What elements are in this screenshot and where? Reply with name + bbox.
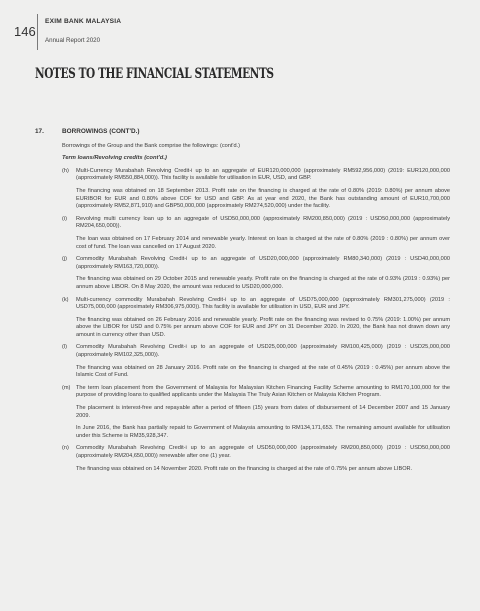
paragraph: Multi-Currency Murabahah Revolving Credit-i up to an aggregate of EUR120,000,000 (approximately RM592,956,000) (2019: EUR120,000,000 (approximately RM550,884,000)). This facility is available for utilisation in EUR, USD, and GBP.: [76, 167, 450, 182]
list-item-body: [76, 216, 450, 251]
bank-name: EXIM BANK MALAYSIA: [45, 18, 122, 25]
paragraph: The financing was obtained on 14 November 2020. Profit rate on the financing is charged at the rate of 0.75% per annum above LIBOR.: [76, 465, 413, 472]
paragraph: The financing was obtained on 29 October 2015 and renewable yearly. Profit rate on the financing is charged at the rate of 0.93% (2019 : 0.93%) per annum above LIBOR. On 8 May 2020, the amount was reduced to USD20,000,000.: [76, 276, 450, 290]
list-item: [62, 445, 450, 473]
paragraph: The financing was obtained on 18 September 2013. Profit rate on the financing is charged at the rate of 0.80% (2019: 0.80%) per annum above EURIBOR for EUR and 0.80% above COF for USD and GBP. As at year end 2020, the Bank has outstanding amount of EUR10,700,000 (approximately RM52,871,910) and GBP50,000,000 (approximately RM274,520,000) under the facility.: [76, 187, 450, 210]
list-item-body: [76, 168, 450, 211]
list-item-label: (n): [62, 445, 69, 452]
list-item: [62, 216, 450, 251]
page-number: 146: [14, 24, 36, 39]
paragraph: Commodity Murabahah Revolving Credit-i up to an aggregate of USD25,000,000 (approximately RM100,425,000) (2019 : USD25,000,000 (approximately RM102,325,000)).: [76, 344, 450, 359]
list-item-label: (h): [62, 167, 69, 174]
list-item-label: (l): [62, 344, 67, 351]
list-item-body: [76, 445, 450, 473]
list-item-label: (j): [62, 256, 67, 263]
header-divider: [37, 14, 38, 50]
list-item-label: (i): [62, 215, 67, 222]
list-item-body: [76, 385, 450, 441]
paragraph: The financing was obtained on 28 January 2016. Profit rate on the financing is charged at the rate of 0.45% (2019 : 0.45%) per annum above the Islamic Cost of Fund.: [76, 364, 450, 379]
paragraph: The placement is interest-free and repayable after a period of fifteen (15) years from dates of disbursement of 14 December 2007 and 15 January 2009.: [76, 405, 450, 419]
list-item: [62, 256, 450, 291]
note-number: 17.: [35, 128, 44, 135]
report-year: Annual Report 2020: [45, 37, 101, 44]
paragraph: Commodity Murabahah Revolving Credit-i up to an aggregate of USD50,000,000 (approximately RM200,850,000) (2019 : USD50,000,000 (approximately RM204,650,000)) renewable after one (1) year.: [76, 445, 450, 459]
list-item-body: [76, 256, 450, 291]
paragraph: In June 2016, the Bank has partially repaid to Government of Malaysia amounting to RM134,171,653. The remaining amount available for utilisation under this Scheme is RM35,928,347.: [76, 425, 450, 439]
paragraph: The term loan placement from the Government of Malaysia for Malaysian Kitchen Financing Facility Scheme amounting to RM170,100,000 for the purpose of providing loans to qualified applicants under the Malaysia The Truly Asian Kitchen or Malaysia Kitchen Program.: [76, 384, 450, 399]
section-title: NOTES TO THE FINANCIAL STATEMENTS: [35, 66, 274, 82]
list-item-body: [76, 344, 450, 379]
paragraph: Commodity Murabahah Revolving Credit-i up to an aggregate of USD20,000,000 (approximately RM80,340,000) (2019 : USD40,000,000 (approximately RM163,720,000)).: [76, 256, 450, 270]
list-item: [62, 297, 450, 340]
paragraph: The loan was obtained on 17 February 2014 and renewable yearly. Interest on loan is charged at the rate of 0.80% (2019 : 0.80%) per annum over cost of fund. The loan was cancelled on 17 August 2020.: [76, 235, 450, 250]
note-content: [35, 128, 450, 478]
paragraph: Multi-currency commodity Murabahah Revolving Credit-i up to an aggregate of USD75,000,000 (approximately RM301,275,000) (2019 : USD75,000,000 (approximately RM306,975,000)). This facility is available for utilisation in USD, EUR and JPY.: [76, 296, 450, 311]
paragraph: The financing was obtained on 26 February 2016 and renewable yearly. Profit rate on the financing was revised to 0.75% (2019: 1.00%) per annum above the LIBOR for USD and 0.75% per annum above COF for EUR and JPY on 31 December 2020. In 2020, the Bank has not drawn down any amount in currency other than USD.: [76, 316, 450, 338]
list-item: [62, 168, 450, 211]
paragraph: Revolving multi currency loan up to an aggregate of USD50,000,000 (approximately RM200,850,000) (2019 : USD50,000,000 (approximately RM204,650,000)).: [76, 215, 450, 230]
borrowings-list: [62, 168, 450, 473]
list-item: [62, 344, 450, 379]
list-item: [62, 385, 450, 441]
note-subheading: Term loans/Revolving credits (cont'd.): [62, 155, 167, 162]
note-heading: [35, 128, 450, 136]
list-item-label: (k): [62, 296, 69, 303]
list-item-body: [76, 297, 450, 340]
note-intro: Borrowings of the Group and the Bank comprise the followings: (cont'd.): [62, 142, 240, 149]
note-title: BORROWINGS (CONT'D.): [62, 128, 140, 135]
list-item-label: (m): [62, 384, 71, 391]
